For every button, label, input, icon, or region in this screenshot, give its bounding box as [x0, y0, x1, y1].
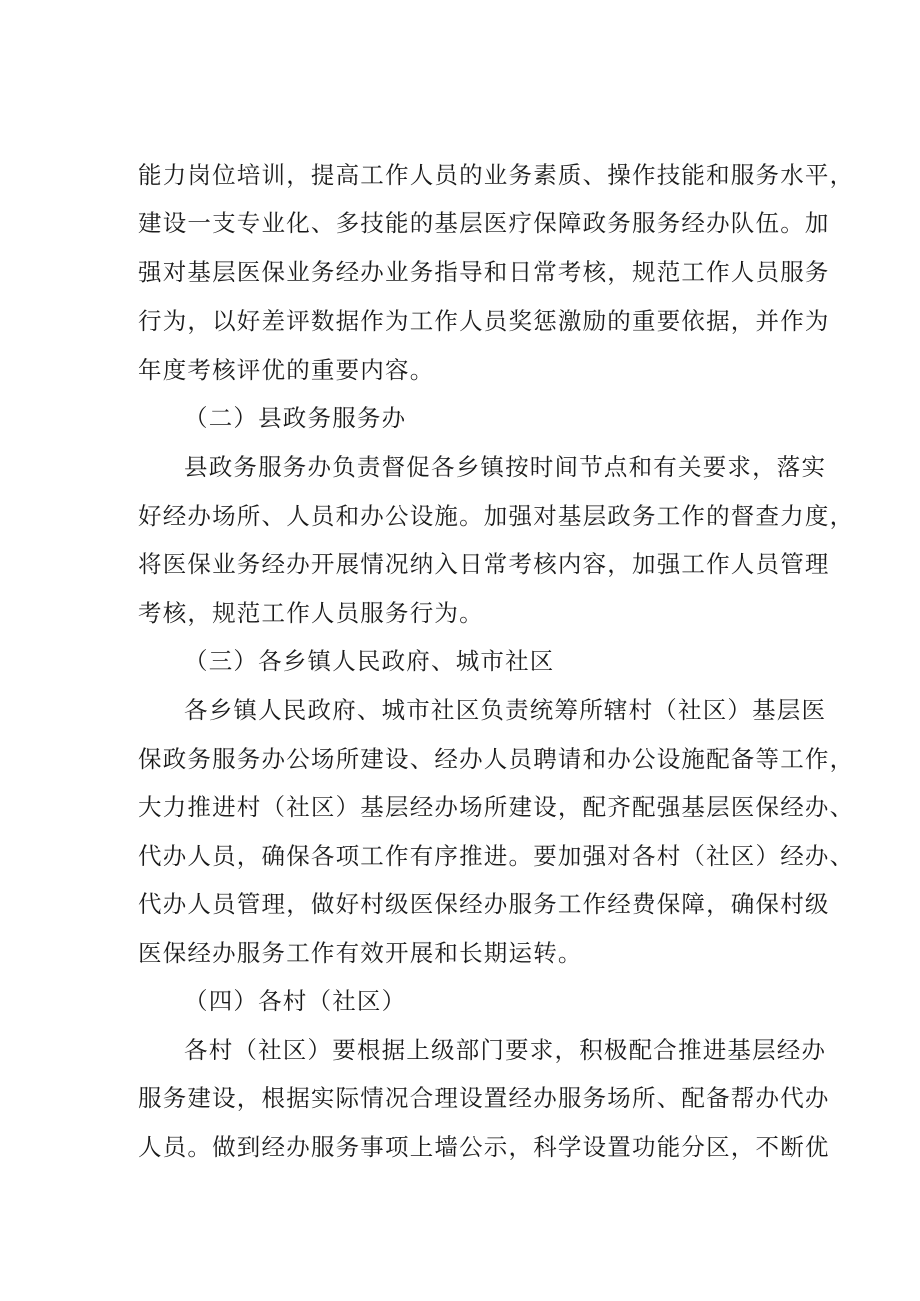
body-text-line: 将医保业务经办开展情况纳入日常考核内容，加强工作人员管理: [138, 550, 830, 578]
body-text-line: 能力岗位培训，提高工作人员的业务素质、操作技能和服务水平，: [138, 161, 855, 189]
section-heading: （四）各村（社区）: [184, 987, 407, 1015]
body-text-line: 行为，以好差评数据作为工作人员奖惩激励的重要依据，并作为: [138, 307, 830, 335]
paragraph-first-line: 各乡镇人民政府、城市社区负责统筹所辖村（社区）基层医: [184, 696, 827, 724]
body-text-line: 好经办场所、人员和办公设施。加强对基层政务工作的督查力度，: [138, 502, 855, 530]
body-text-line: 强对基层医保业务经办业务指导和日常考核，规范工作人员服务: [138, 258, 830, 286]
body-text-line: 医保经办服务工作有效开展和长期运转。: [138, 939, 583, 967]
paragraph-first-line: 县政务服务办负责督促各乡镇按时间节点和有关要求，落实: [184, 453, 827, 481]
body-text-line: 代办人员，确保各项工作有序推进。要加强对各村（社区）经办、: [138, 842, 855, 870]
section-heading: （二）县政务服务办: [184, 404, 407, 432]
body-text-line: 代办人员管理，做好村级医保经办服务工作经费保障，确保村级: [138, 890, 830, 918]
body-text-line: 年度考核评优的重要内容。: [138, 356, 435, 384]
section-heading: （三）各乡镇人民政府、城市社区: [184, 647, 555, 675]
body-text-line: 考核，规范工作人员服务行为。: [138, 599, 484, 627]
body-text-line: 保政务服务办公场所建设、经办人员聘请和办公设施配备等工作，: [138, 745, 855, 773]
paragraph-first-line: 各村（社区）要根据上级部门要求，积极配合推进基层经办: [184, 1036, 827, 1064]
body-text-line: 大力推进村（社区）基层经办场所建设，配齐配强基层医保经办、: [138, 793, 855, 821]
body-text-line: 建设一支专业化、多技能的基层医疗保障政务服务经办队伍。加: [138, 209, 830, 237]
body-text-line: 人员。做到经办服务事项上墙公示，科学设置功能分区，不断优: [138, 1133, 830, 1161]
body-text-line: 服务建设，根据实际情况合理设置经办服务场所、配备帮办代办: [138, 1084, 830, 1112]
